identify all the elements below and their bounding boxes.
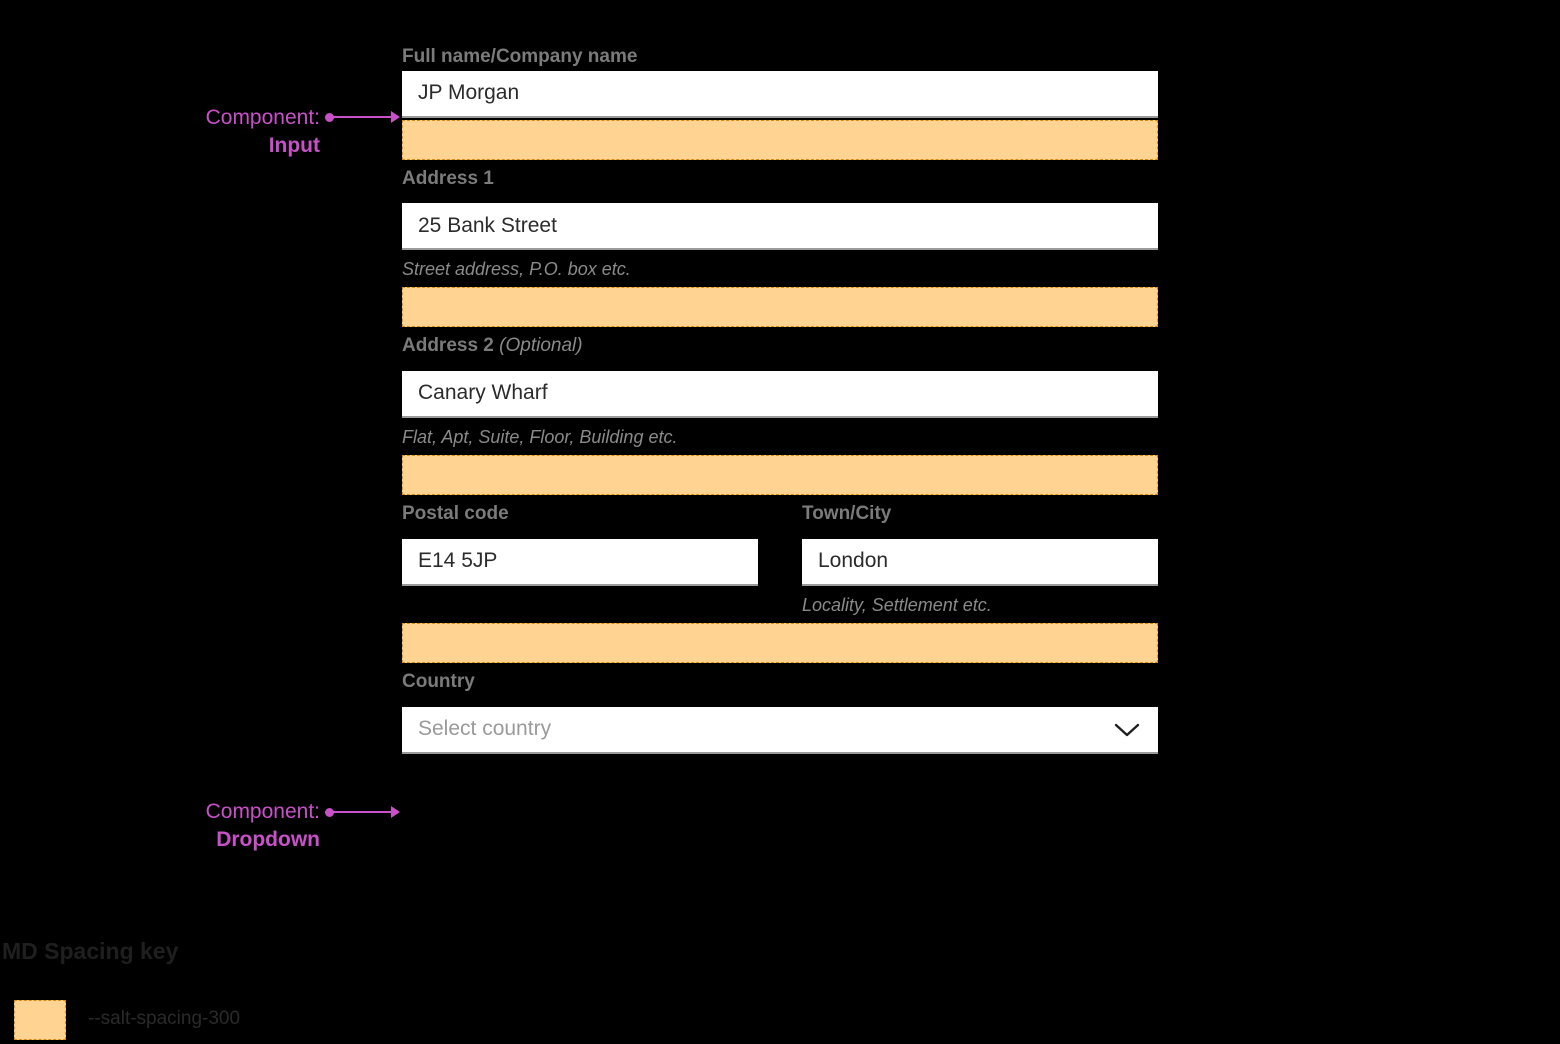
field-label-address-1: Address 1 xyxy=(402,167,494,189)
helper-text-town-city: Locality, Settlement etc. xyxy=(802,594,992,615)
address-1-input[interactable] xyxy=(402,203,1158,250)
field-label-town-city-wrap xyxy=(802,501,1158,528)
pointer-arrowhead xyxy=(391,806,400,818)
pointer-arrowhead xyxy=(391,111,400,123)
spacing-token-block xyxy=(402,120,1158,160)
field-label-full-name: Full name/Company name xyxy=(402,46,638,67)
field-label-town-city: Town/City xyxy=(802,503,892,525)
annotation-input-pointer xyxy=(325,111,403,123)
spacing-token-block xyxy=(402,287,1158,327)
annotation-dropdown-pointer xyxy=(325,806,403,818)
address-form xyxy=(402,44,1158,754)
country-select-input[interactable] xyxy=(402,707,1158,754)
field-address-2 xyxy=(402,333,1158,495)
annotation-dropdown xyxy=(110,798,320,855)
field-label-address-2-optional: (Optional) xyxy=(499,335,583,357)
helper-text-address-2: Flat, Apt, Suite, Floor, Building etc. xyxy=(402,426,678,447)
annotation-input-name: Input xyxy=(268,134,320,158)
address-2-input[interactable] xyxy=(402,371,1158,418)
field-label-postal-code: Postal code xyxy=(402,503,509,525)
town-city-input[interactable] xyxy=(802,539,1158,586)
field-row-postal-town xyxy=(402,501,1158,663)
pointer-line xyxy=(333,116,393,118)
field-label-address-2-text: Address 2 xyxy=(402,335,494,357)
spacing-key-title: MD Spacing key xyxy=(2,938,179,964)
pointer-line xyxy=(333,811,393,813)
spacing-token-block xyxy=(402,455,1158,495)
helper-text-address-1: Street address, P.O. box etc. xyxy=(402,259,631,280)
spacing-token-block xyxy=(402,623,1158,663)
annotation-input xyxy=(120,104,320,161)
annotation-dropdown-title: Component: xyxy=(205,800,320,823)
postal-code-input[interactable] xyxy=(402,539,758,586)
spacing-key-swatch xyxy=(14,1000,66,1040)
labels-row xyxy=(402,501,1158,528)
full-name-input[interactable] xyxy=(402,71,1158,118)
annotation-input-title: Component: xyxy=(205,106,320,129)
field-country xyxy=(402,669,1158,754)
town-city-wrap xyxy=(802,539,1158,618)
country-dropdown[interactable] xyxy=(402,707,1158,754)
field-full-name xyxy=(402,44,1158,160)
spacing-key-token-label: --salt-spacing-300 xyxy=(88,1008,241,1029)
field-label-country: Country xyxy=(402,670,475,692)
postal-code-wrap xyxy=(402,539,758,618)
annotation-dropdown-name: Dropdown xyxy=(216,828,320,852)
field-address-1 xyxy=(402,166,1158,328)
inputs-row xyxy=(402,539,1158,618)
field-label-address-2 xyxy=(402,333,1158,360)
field-label-postal-code-wrap xyxy=(402,501,758,528)
